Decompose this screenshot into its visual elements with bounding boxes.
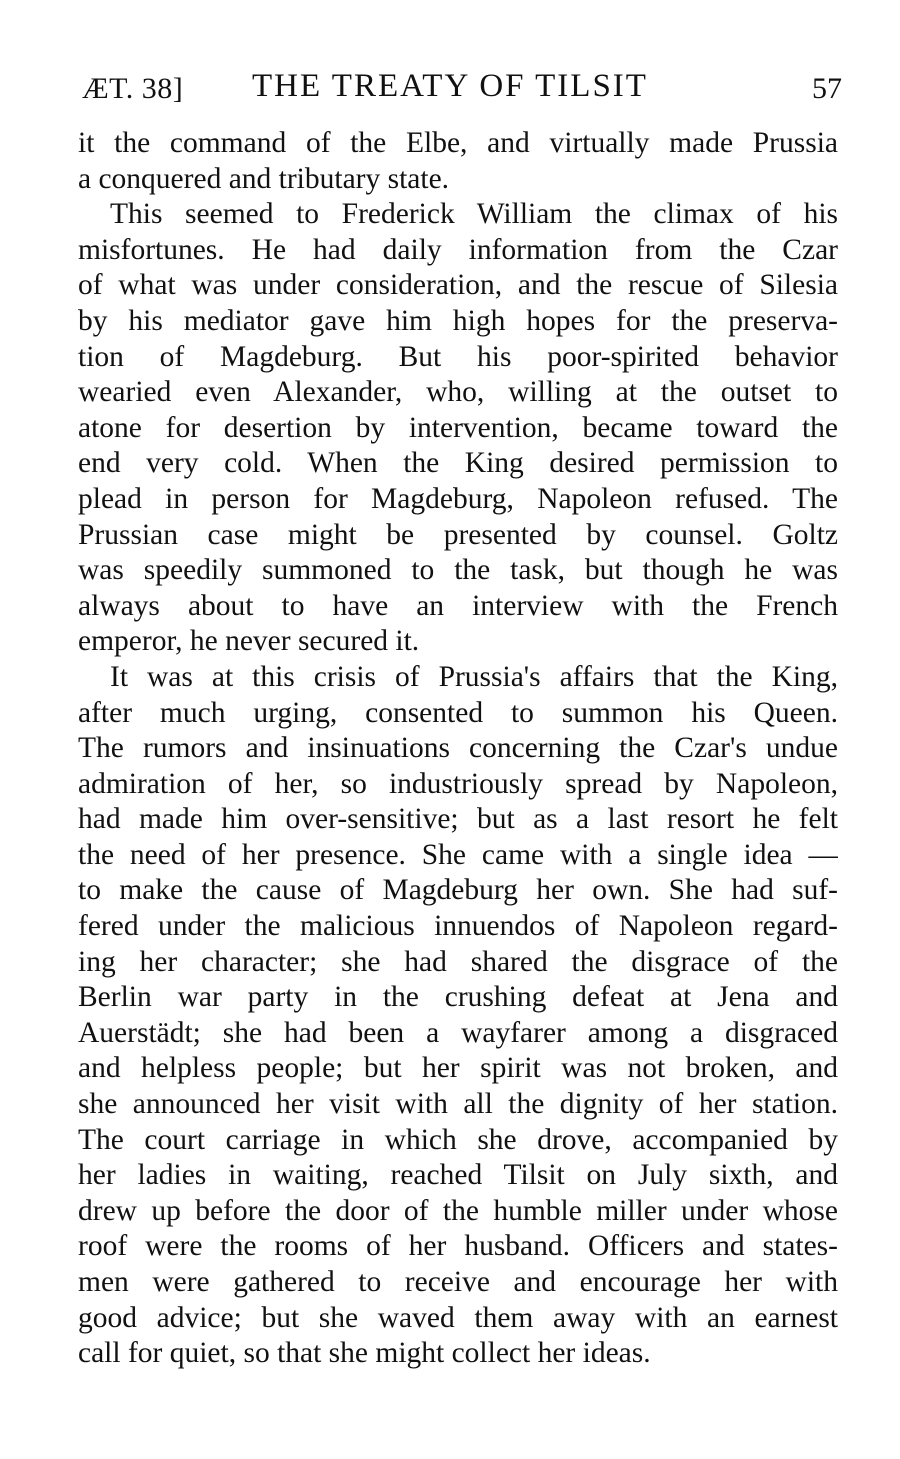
text-line: wearied even Alexander, who, willing at the outset to xyxy=(78,376,838,409)
text-line: Berlin war party in the crushing defeat at Jena and xyxy=(78,981,838,1014)
text-line: The rumors and insinuations concerning the Czar's undue xyxy=(78,732,838,765)
text-line: Auerstädt; she had been a wayfarer among a disgraced xyxy=(78,1016,838,1049)
paragraph xyxy=(78,660,838,1372)
text-line: tion of Magdeburg. But his poor-spirited behavior xyxy=(78,340,838,373)
text-line: and helpless people; but her spirit was not broken, and xyxy=(78,1052,838,1085)
text-line: was speedily summoned to the task, but though he was xyxy=(78,554,838,587)
text-line: by his mediator gave him high hopes for the preserva- xyxy=(78,304,838,337)
text-line: roof were the rooms of her husband. Officers and states- xyxy=(78,1230,838,1263)
text-line: had made him over-sensitive; but as a last resort he felt xyxy=(78,803,838,836)
text-line: ing her character; she had shared the disgrace of the xyxy=(78,945,838,978)
running-head-age: ÆT. 38] xyxy=(82,72,184,105)
text-line: her ladies in waiting, reached Tilsit on July sixth, and xyxy=(78,1159,838,1192)
text-line: she announced her visit with all the dignity of her station. xyxy=(78,1088,838,1121)
text-line: a conquered and tributary state. xyxy=(78,162,450,195)
page-number: 57 xyxy=(812,72,842,105)
paragraph xyxy=(78,197,838,660)
text-line: The court carriage in which she drove, accompanied by xyxy=(78,1123,838,1156)
text-line: This seemed to Frederick William the climax of his xyxy=(110,198,838,231)
text-line: good advice; but she waved them away with an earnest xyxy=(78,1301,838,1334)
text-line: admiration of her, so industriously spread by Napoleon, xyxy=(78,767,838,800)
running-head xyxy=(82,62,842,112)
text-line: to make the cause of Magdeburg her own. She had suf- xyxy=(78,874,838,907)
text-line: emperor, he never secured it. xyxy=(78,625,420,658)
text-line: always about to have an interview with the French xyxy=(78,589,838,622)
text-line: plead in person for Magdeburg, Napoleon refused. The xyxy=(78,482,838,515)
text-line: it the command of the Elbe, and virtually made Prussia xyxy=(78,127,838,159)
text-line: end very cold. When the King desired permission to xyxy=(78,447,838,480)
text-line: of what was under consideration, and the rescue of Silesia xyxy=(78,269,838,302)
text-line: It was at this crisis of Prussia's affairs that the King, xyxy=(110,660,838,693)
text-line: Prussian case might be presented by counsel. Goltz xyxy=(78,518,838,551)
paragraph xyxy=(78,126,838,197)
text-line: men were gathered to receive and encourage her with xyxy=(78,1266,838,1298)
running-head-title: THE TREATY OF TILSIT xyxy=(252,68,648,104)
body-text xyxy=(78,126,838,1372)
text-line: call for quiet, so that she might collect her ideas. xyxy=(78,1337,651,1370)
text-line: fered under the malicious innuendos of Napoleon regard- xyxy=(78,910,838,943)
text-line: after much urging, consented to summon his Queen. xyxy=(78,696,838,729)
text-line: drew up before the door of the humble miller under whose xyxy=(78,1194,838,1227)
text-line: misfortunes. He had daily information from the Czar xyxy=(78,233,838,266)
text-line: the need of her presence. She came with a single idea — xyxy=(78,838,838,871)
text-line: atone for desertion by intervention, became toward the xyxy=(78,411,838,444)
